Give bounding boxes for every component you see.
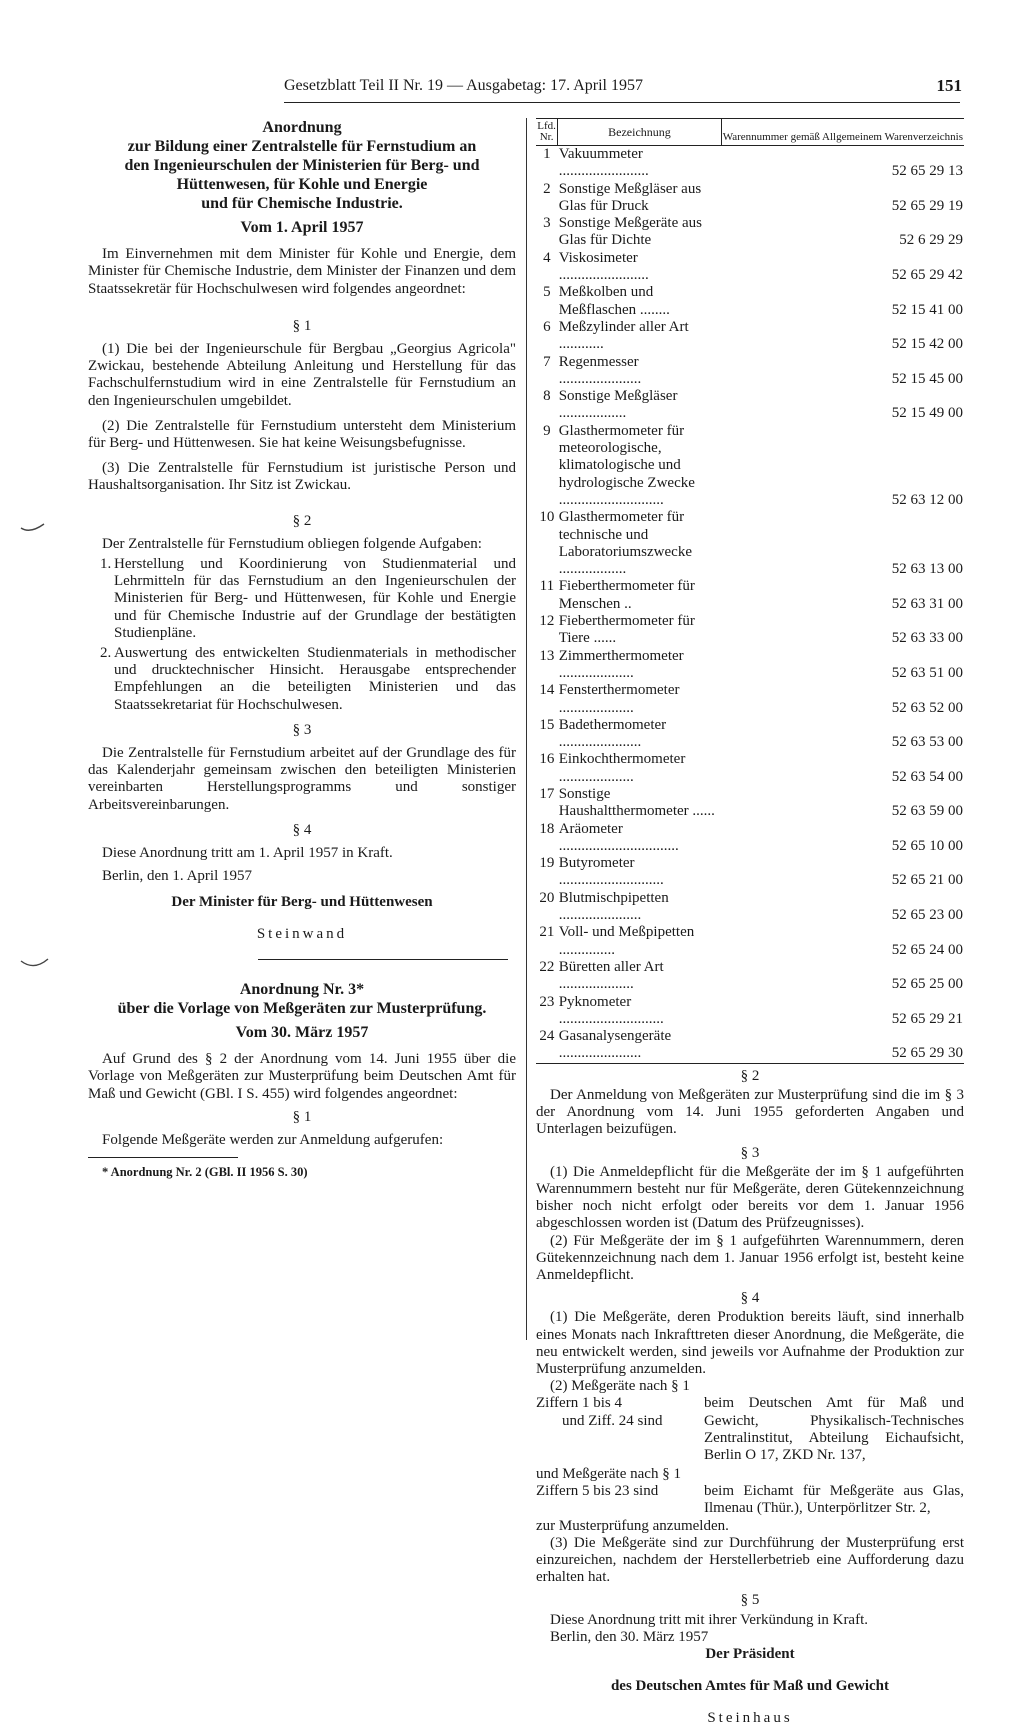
header-rule bbox=[284, 102, 960, 103]
row-code: 52 15 45 00 bbox=[891, 370, 963, 387]
table-row bbox=[536, 578, 964, 613]
row-number: 19 bbox=[539, 855, 555, 872]
table-row bbox=[536, 423, 964, 509]
decree2-section-1: § 1 bbox=[292, 1108, 312, 1125]
decree1-section-4: § 4 bbox=[292, 821, 312, 838]
attachment-a-text: beim Deutschen Amt für Maß und Gewicht, Physikalisch-Technisches Zentralinstitut, Abteilung Eichaufsicht, Berlin O 17, ZKD Nr. 137, bbox=[704, 1395, 964, 1463]
row-code: 52 65 29 13 bbox=[891, 163, 963, 180]
row-name: Meßkolben und Meßflaschen ........ bbox=[558, 284, 670, 318]
row-code: 52 65 29 42 bbox=[891, 267, 963, 284]
row-code: 52 15 42 00 bbox=[891, 336, 963, 353]
decree2-place-date: Berlin, den 30. März 1957 bbox=[550, 1628, 709, 1645]
row-name: Viskosimeter ........................ bbox=[558, 249, 649, 284]
decree2-title-2: über die Vorlage von Meßgeräten zur Musterprüfung. bbox=[117, 999, 487, 1017]
table-row bbox=[536, 613, 964, 648]
table-row bbox=[536, 648, 964, 683]
row-number: 21 bbox=[539, 924, 555, 941]
decree1-signer-name: Steinwand bbox=[256, 925, 348, 942]
decree1-s1-p1: (1) Die bei der Ingenieurschule für Bergbau „Georgius Agricola" Zwickau, bestehende Abteilung Anleitung und Herstellung für das Fachschulfernstudium wird in eine Zentralstelle für Fernstudium an den Ingenieurschulen umgebildet. bbox=[88, 341, 516, 409]
decree2-s4-attachment-b bbox=[536, 1466, 964, 1517]
column-header-code: Warennummer gemäß Allgemeinem Warenverzeichnis bbox=[722, 131, 963, 143]
column-header-nr: Lfd. Nr. bbox=[537, 120, 556, 143]
row-code: 52 63 33 00 bbox=[891, 630, 963, 647]
attachment-b-text: beim Eichamt für Meßgeräte aus Glas, Ilmenau (Thür.), Unterpörlitzer Str. 2, bbox=[704, 1483, 964, 1517]
row-number: 14 bbox=[539, 682, 555, 699]
row-code: 52 63 12 00 bbox=[891, 491, 963, 508]
decree2-s4-p1: (1) Die Meßgeräte, deren Produktion bereits läuft, sind innerhalb eines Monats nach Inkrafttreten dieser Anordnung, die Meßgeräte, die neu entwickelt werden, sind jeweils vor Aufnahme der Produktion zur Musterprüfung anzumelden. bbox=[536, 1309, 964, 1377]
row-code: 52 63 13 00 bbox=[891, 561, 963, 578]
table-row bbox=[536, 959, 964, 994]
row-code: 52 63 54 00 bbox=[891, 768, 963, 785]
row-name: Sonstige Meßgläser aus Glas für Druck bbox=[558, 180, 702, 214]
row-code: 52 65 23 00 bbox=[891, 907, 963, 924]
decree1-title-4: Hüttenwesen, für Kohle und Energie bbox=[176, 176, 428, 193]
attachment-b-label bbox=[536, 1466, 704, 1517]
table-row bbox=[536, 821, 964, 856]
decree2-section-2: § 2 bbox=[740, 1067, 760, 1084]
table-row bbox=[536, 924, 964, 959]
row-number: 4 bbox=[543, 249, 551, 266]
table-row bbox=[536, 388, 964, 423]
row-number: 17 bbox=[539, 785, 555, 802]
row-number: 15 bbox=[539, 716, 555, 733]
decree1-intro: Im Einvernehmen mit dem Minister für Kohle und Energie, dem Minister für Chemische Industrie, dem Minister der Finanzen und dem Staatssekretär für Hochschulwesen wird folgendes angeordnet: bbox=[88, 246, 516, 297]
row-name: Gasanalysengeräte ...................... bbox=[558, 1028, 672, 1062]
decree1-section-3: § 3 bbox=[292, 721, 312, 738]
row-number: 12 bbox=[539, 613, 555, 630]
table-header-row bbox=[536, 119, 964, 146]
decree2-s4-p3: (3) Die Meßgeräte sind zur Durchführung der Musterprüfung erst einzureichen, nachdem der Herstellerbetrieb eine Aufforderung dazu erhalten hat. bbox=[536, 1534, 964, 1586]
table-row bbox=[536, 751, 964, 786]
decree1-s1-p2: (2) Die Zentralstelle für Fernstudium untersteht dem Ministerium für Berg- und Hüttenwesen. Sie hat keine Weisungsbefugnisse. bbox=[88, 417, 516, 452]
table-row bbox=[536, 994, 964, 1029]
decree2-s2-text: Der Anmeldung von Meßgeräten zur Musterprüfung sind die im § 3 der Anordnung vom 14. Juni 1955 geforderten Angaben und Unterlagen beizufügen. bbox=[536, 1086, 964, 1138]
row-number: 18 bbox=[539, 820, 555, 837]
row-name: Aräometer ................................ bbox=[558, 820, 679, 854]
decree1-signer-title: Der Minister für Berg- und Hüttenwesen bbox=[171, 893, 433, 910]
row-name: Fensterthermometer .................... bbox=[558, 682, 680, 716]
row-code: 52 65 10 00 bbox=[891, 837, 963, 854]
row-code: 52 65 25 00 bbox=[891, 976, 963, 993]
decree1-title-5: und für Chemische Industrie. bbox=[201, 195, 403, 212]
row-code: 52 15 49 00 bbox=[891, 405, 963, 422]
decree2-signer-title-1: Der Präsident bbox=[705, 1646, 795, 1663]
row-number: 20 bbox=[539, 889, 555, 906]
running-head: Gesetzblatt Teil II Nr. 19 — Ausgabetag: 17. April 1957 bbox=[284, 77, 643, 94]
row-number: 11 bbox=[539, 578, 555, 595]
row-number: 24 bbox=[539, 1028, 555, 1045]
column-header-name: Bezeichnung bbox=[558, 119, 722, 146]
page-number: 151 bbox=[936, 76, 962, 95]
row-number: 22 bbox=[539, 958, 555, 975]
table-row bbox=[536, 146, 964, 181]
device-table-body bbox=[536, 146, 964, 1064]
decree1-title-2: zur Bildung einer Zentralstelle für Fernstudium an bbox=[127, 138, 477, 155]
decree1-s2-item-1 bbox=[88, 556, 516, 642]
decree1-title-1: Anordnung bbox=[262, 119, 342, 136]
attachment-b-line-1: und Meßgeräte nach § 1 bbox=[536, 1466, 681, 1483]
decree1-section-2: § 2 bbox=[292, 512, 312, 529]
row-code: 52 65 24 00 bbox=[891, 941, 963, 958]
decree2-section-5: § 5 bbox=[740, 1592, 760, 1609]
decree2-signer-name: Steinhaus bbox=[707, 1710, 793, 1727]
table-row bbox=[536, 354, 964, 389]
row-name: Zimmerthermometer .................... bbox=[558, 647, 684, 681]
row-code: 52 63 31 00 bbox=[891, 595, 963, 612]
table-row bbox=[536, 786, 964, 821]
list-text: Herstellung und Koordinierung von Studienmaterial und Lehrmitteln für das Fernstudium an den Ingenieurschulen der Ministerien für Berg- und Hüttenwesen, für Kohle und Energie und für Chemische Industrie auf der Grundlage der bestätigten Studienpläne. bbox=[114, 556, 516, 641]
decree1-s2-intro: Der Zentralstelle für Fernstudium obliegen folgende Aufgaben: bbox=[102, 535, 482, 552]
row-number: 23 bbox=[539, 993, 555, 1010]
row-code: 52 15 41 00 bbox=[891, 301, 963, 318]
row-name: Badethermometer ...................... bbox=[558, 716, 667, 751]
decree2-s5-text: Diese Anordnung tritt mit ihrer Verkündung in Kraft. bbox=[550, 1611, 869, 1628]
row-number: 10 bbox=[539, 509, 555, 526]
row-number: 9 bbox=[543, 422, 551, 439]
list-number: 1. bbox=[100, 556, 112, 573]
decree2-s4-attachment-a bbox=[536, 1395, 964, 1464]
row-name: Voll- und Meßpipetten ............... bbox=[558, 924, 695, 958]
row-name: Fieberthermometer für Menschen .. bbox=[558, 578, 695, 612]
decree1-place-date: Berlin, den 1. April 1957 bbox=[102, 868, 252, 885]
separator-rule bbox=[258, 959, 508, 960]
row-name: Glasthermometer für technische und Laboratoriumszwecke .................. bbox=[558, 509, 692, 578]
attachment-a-line-1: Ziffern 1 bis 4 bbox=[536, 1395, 622, 1412]
decree2-s4-p2-head: (2) Meßgeräte nach § 1 bbox=[550, 1378, 690, 1395]
row-code: 52 65 21 00 bbox=[891, 872, 963, 889]
right-column bbox=[536, 118, 964, 1728]
table-row bbox=[536, 682, 964, 717]
decree2-section-3: § 3 bbox=[740, 1144, 760, 1161]
row-name: Fieberthermometer für Tiere ...... bbox=[558, 613, 695, 647]
list-number: 2. bbox=[100, 645, 112, 662]
decree2-title-1: Anordnung Nr. 3* bbox=[239, 980, 365, 998]
row-number: 2 bbox=[543, 180, 551, 197]
footnote: * Anordnung Nr. 2 (GBl. II 1956 S. 30) bbox=[102, 1165, 308, 1180]
row-number: 1 bbox=[543, 146, 551, 162]
row-code: 52 63 53 00 bbox=[891, 734, 963, 751]
decree2-s3-p2: (2) Für Meßgeräte der im § 1 aufgeführten Warennummern, deren Gütekennzeichnung nach dem 1. Januar 1956 erfolgt ist, besteht keine Anmeldepflicht. bbox=[536, 1232, 964, 1283]
row-name: Regenmesser ...................... bbox=[558, 353, 642, 387]
row-code: 52 65 29 21 bbox=[891, 1010, 963, 1027]
table-row bbox=[536, 215, 964, 250]
row-code: 52 65 29 19 bbox=[891, 197, 963, 214]
row-number: 16 bbox=[539, 751, 555, 768]
row-name: Sonstige Haushaltthermometer ...... bbox=[558, 785, 715, 820]
list-text: Auswertung des entwickelten Studienmaterials in methodischer und drucktechnischer Hinsicht. Herausgabe entsprechender Empfehlungen an die beteiligten Ministerien und das Staatssekretariat für Hochschulwesen. bbox=[114, 645, 516, 713]
decree2-signer-title-2: des Deutschen Amtes für Maß und Gewicht bbox=[610, 1678, 890, 1695]
row-code: 52 65 29 30 bbox=[891, 1045, 963, 1062]
decree2-s4-p2-tail: zur Musterprüfung anzumelden. bbox=[536, 1517, 729, 1534]
row-name: Pyknometer ............................ bbox=[558, 993, 664, 1027]
margin-mark-icon bbox=[18, 955, 52, 975]
table-row bbox=[536, 284, 964, 319]
device-table bbox=[536, 118, 964, 1064]
row-number: 8 bbox=[543, 388, 551, 405]
decree1-s3-text: Die Zentralstelle für Fernstudium arbeitet auf der Grundlage des für das Kalenderjahr gemeinsam zwischen den beteiligten Ministerien vereinbarten Herstellungsprogramms und sonstiger Arbeitsvereinbarungen. bbox=[88, 745, 516, 813]
decree2-intro: Auf Grund des § 2 der Anordnung vom 14. Juni 1955 über die Vorlage von Meßgeräten zur Musterprüfung beim Deutschen Amt für Maß und Gewicht (GBl. I S. 455) wird folgendes angeordnet: bbox=[88, 1051, 516, 1102]
row-name: Büretten aller Art .................... bbox=[558, 958, 664, 993]
row-name: Einkochthermometer .................... bbox=[558, 751, 686, 785]
footnote-rule bbox=[88, 1157, 238, 1158]
row-name: Glasthermometer für meteorologische, klimatologische und hydrologische Zwecke ............................ bbox=[558, 422, 695, 508]
row-code: 52 6 29 29 bbox=[899, 232, 963, 249]
decree2-section-4: § 4 bbox=[740, 1290, 760, 1307]
table-row bbox=[536, 181, 964, 216]
table-row bbox=[536, 1028, 964, 1063]
row-name: Meßzylinder aller Art ............ bbox=[558, 318, 689, 353]
row-code: 52 63 51 00 bbox=[891, 664, 963, 681]
decree2-date: Vom 30. März 1957 bbox=[235, 1023, 369, 1041]
row-number: 6 bbox=[543, 318, 551, 335]
table-row bbox=[536, 890, 964, 925]
row-name: Blutmischpipetten ...................... bbox=[558, 889, 669, 924]
table-row bbox=[536, 855, 964, 890]
row-name: Vakuummeter ........................ bbox=[558, 146, 649, 180]
row-name: Butyrometer ............................ bbox=[558, 855, 664, 889]
row-code: 52 63 59 00 bbox=[891, 803, 963, 820]
decree2-s1-text: Folgende Meßgeräte werden zur Anmeldung aufgerufen: bbox=[102, 1131, 444, 1148]
decree1-title-3: den Ingenieurschulen der Ministerien für Berg- und bbox=[124, 157, 480, 174]
row-number: 5 bbox=[543, 284, 551, 301]
row-name: Sonstige Meßgläser .................. bbox=[558, 388, 678, 422]
row-code: 52 63 52 00 bbox=[891, 699, 963, 716]
row-number: 7 bbox=[543, 353, 551, 370]
table-row bbox=[536, 509, 964, 578]
row-number: 13 bbox=[539, 647, 555, 664]
column-divider bbox=[526, 118, 527, 1340]
table-row bbox=[536, 250, 964, 285]
margin-mark-icon bbox=[18, 520, 48, 540]
decree1-s1-p3: (3) Die Zentralstelle für Fernstudium ist juristische Person und Haushaltsorganisation. Ihr Sitz ist Zwickau. bbox=[88, 460, 516, 494]
decree1-date: Vom 1. April 1957 bbox=[240, 219, 364, 236]
row-number: 3 bbox=[543, 215, 551, 232]
decree1-s4-text: Diese Anordnung tritt am 1. April 1957 in Kraft. bbox=[102, 845, 393, 862]
attachment-b-line-2: Ziffern 5 bis 23 sind bbox=[536, 1483, 659, 1500]
attachment-a-label bbox=[536, 1395, 704, 1464]
row-name: Sonstige Meßgeräte aus Glas für Dichte bbox=[558, 215, 703, 249]
decree2-s3-p1: (1) Die Anmeldepflicht für die Meßgeräte der im § 1 aufgeführten Warennummern besteht nur für Meßgeräte, deren Gütekennzeichnung bisher noch nicht erfolgt oder bereits vor dem 1. Januar 1956 abgeschlossen worden ist (Datum des Prüfzeugnisses). bbox=[536, 1163, 964, 1232]
table-row bbox=[536, 319, 964, 354]
attachment-a-line-2: und Ziff. 24 sind bbox=[562, 1412, 663, 1429]
decree1-s2-item-2 bbox=[88, 645, 516, 714]
table-row bbox=[536, 717, 964, 752]
left-column bbox=[88, 118, 516, 1181]
decree1-section-1: § 1 bbox=[292, 317, 312, 334]
